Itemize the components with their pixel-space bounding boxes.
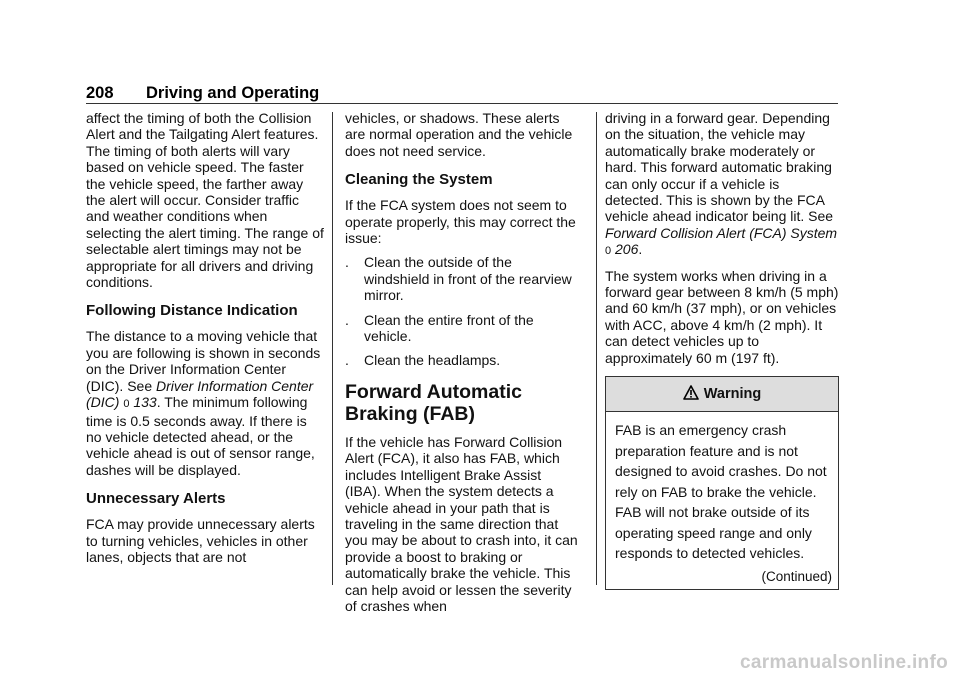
column-3	[605, 110, 840, 590]
page-ref-icon: 0	[123, 398, 130, 411]
warning-text: FAB is an emergency crash preparation feature and is not designed to avoid crashes. Do not rely on FAB to brake the vehicle. FAB will not brake outside of its operating speed range and only responds to detected vehicles.	[615, 422, 827, 562]
bullet-mark: .	[345, 311, 349, 328]
warning-title: Warning	[703, 386, 762, 403]
paragraph: The system works when driving in a forward gear between 8 km/h (5 mph) and 60 km/h (37 mph), or on vehicles with ACC, above 4 km/h (2 mph). It can detect vehicles up to approximately 60 m (197 ft).	[605, 267, 839, 366]
page-ref[interactable]: 133	[133, 394, 157, 411]
continued-label: (Continued)	[761, 568, 832, 584]
bullet-mark: .	[345, 352, 349, 369]
paragraph: If the vehicle has Forward Collision Alert (FCA), it also has FAB, which includes Intelligent Brake Assist (IBA). When the system detects a vehicle ahead in your path that is traveling in the same direction that you may be about to crash into, it can provide a boost to braking or automatically brake the vehicle. This can help avoid or lessen the severity of crashes when	[345, 433, 578, 614]
paragraph: driving in a forward gear. Depending on the situation, the vehicle may automatically brake moderately or hard. This forward automatic braking can only occur if a vehicle is detected. This is shown by the FCA vehicle ahead indicator being lit. See Forward Collision Alert (FCA) System 0 206.	[605, 110, 838, 258]
list-item: . Clean the headlamps.	[345, 352, 501, 369]
paragraph: vehicles, or shadows. These alerts are normal operation and the vehicle does not need service.	[345, 110, 573, 159]
page-number: 208	[86, 84, 114, 102]
paragraph: affect the timing of both the Collision Alert and the Tailgating Alert features. The timing of both alerts will vary based on vehicle speed. The faster the vehicle speed, the farther away the alert will occur. Consider traffic and weather conditions when selecting the alert timing. The range of selectable alert timings may not be appropriate for all drivers and driving conditions.	[86, 110, 324, 291]
page-ref-icon: 0	[605, 245, 612, 258]
warning-header	[606, 377, 838, 412]
header-rule	[86, 103, 838, 104]
bullet-mark: .	[345, 254, 349, 271]
section-title: Driving and Operating	[146, 84, 320, 102]
column-divider	[596, 112, 597, 585]
heading-cleaning-system: Cleaning the System	[345, 171, 493, 189]
paragraph: The distance to a moving vehicle that you are following is shown in seconds on the Driver Information Center (DIC). See Driver Information Center (DIC) 0 133. The minimum following time is 0.5 seconds away. If there is no vehicle detected ahead, or the vehicle ahead is out of sensor range, dashes will be displayed.	[86, 328, 321, 478]
list-item: . Clean the outside of the windshield in front of the rearview mirror.	[345, 254, 572, 304]
watermark: carmanualsonline.info	[740, 652, 948, 673]
list-item: . Clean the entire front of the vehicle.	[345, 311, 534, 345]
column-divider	[332, 112, 333, 585]
column-2	[345, 110, 580, 622]
heading-unnecessary-alerts: Unnecessary Alerts	[86, 490, 226, 508]
warning-icon	[683, 377, 699, 411]
paragraph: FCA may provide unnecessary alerts to turning vehicles, vehicles in other lanes, objects that are not	[86, 516, 315, 565]
link-driver-information-center[interactable]: Driver Information Center (DIC)	[86, 377, 314, 411]
heading-following-distance: Following Distance Indication	[86, 302, 298, 320]
column-1	[86, 110, 324, 573]
heading-forward-automatic-braking: Forward Automatic Braking (FAB)	[345, 380, 522, 426]
paragraph: If the FCA system does not seem to operate properly, this may correct the issue:	[345, 197, 576, 247]
page-ref[interactable]: 206	[615, 241, 639, 258]
link-forward-collision-alert[interactable]: Forward Collision Alert (FCA) System	[605, 224, 838, 241]
warning-box	[605, 376, 839, 590]
